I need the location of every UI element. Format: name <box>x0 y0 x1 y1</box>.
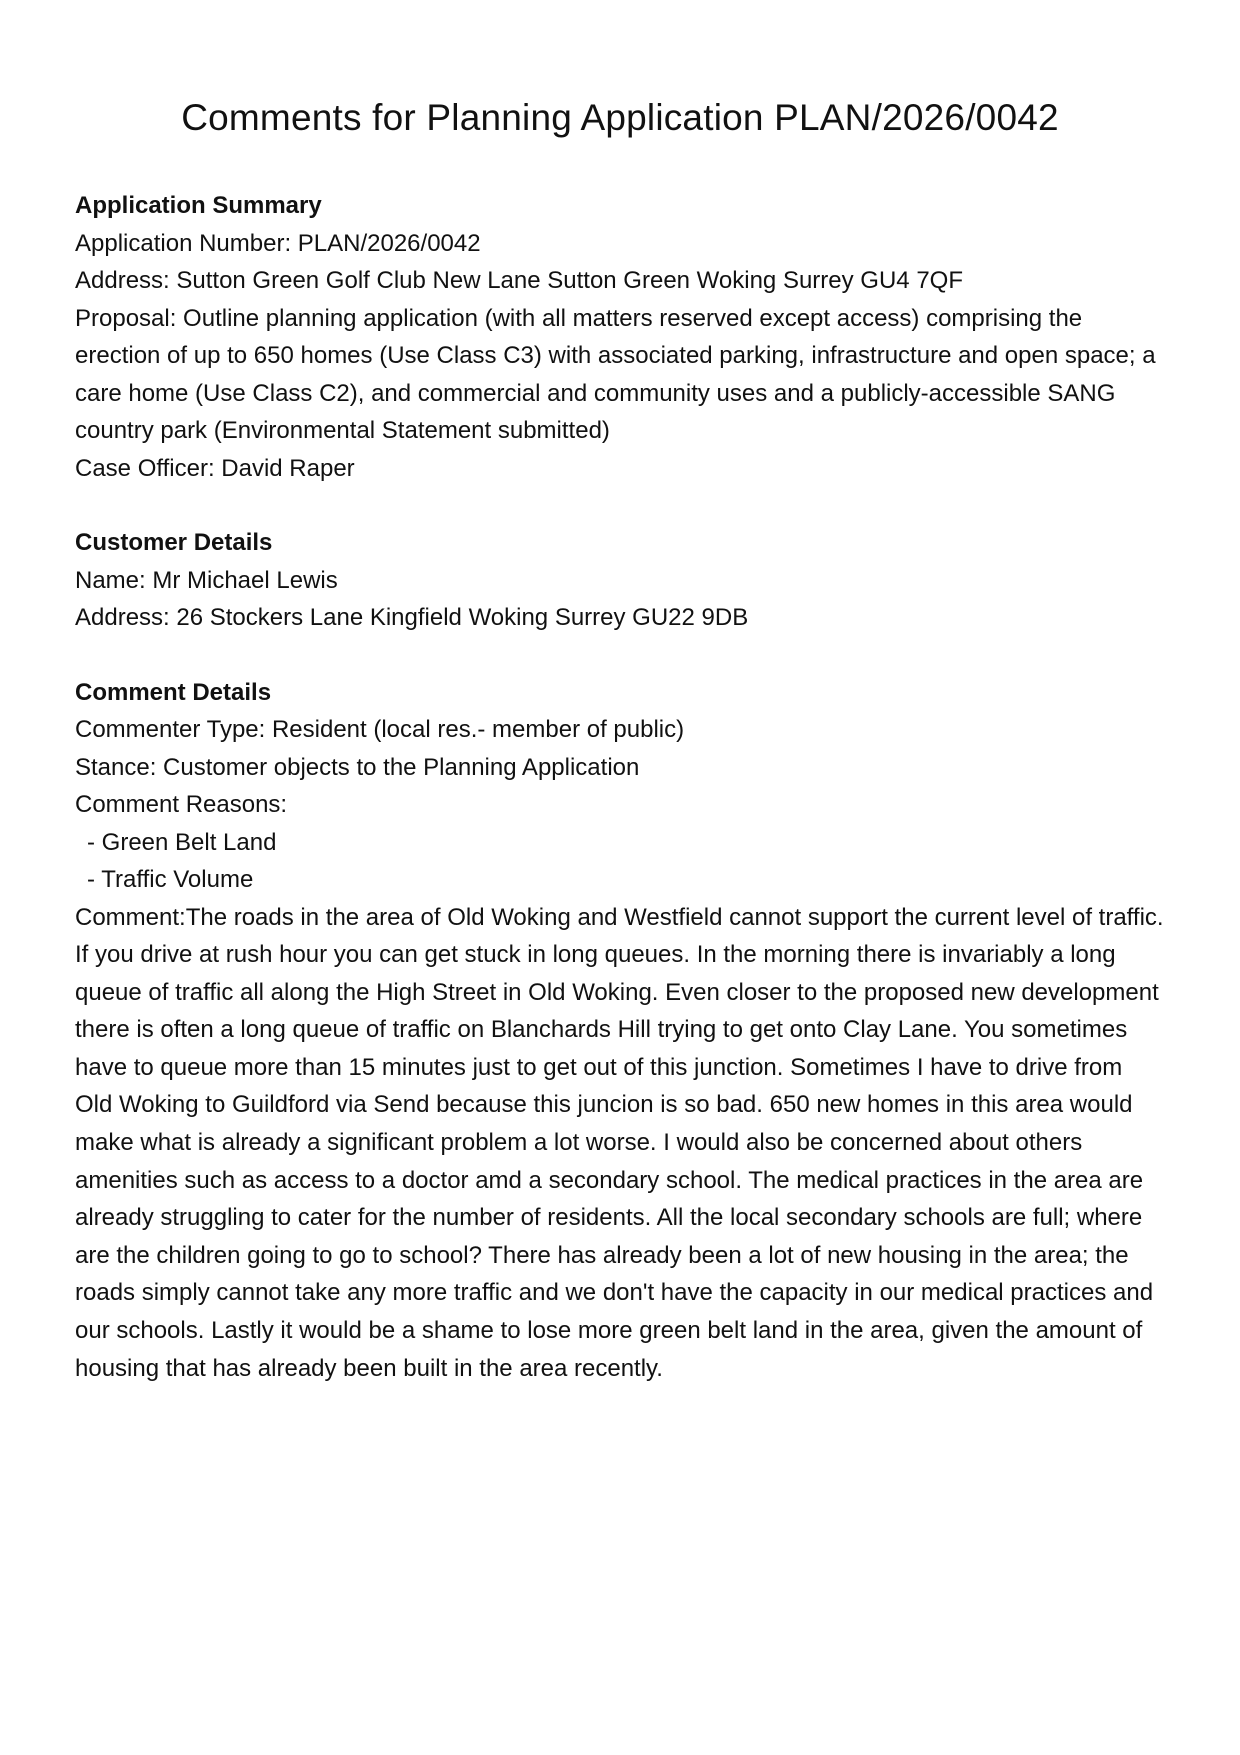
customer-details-heading: Customer Details <box>75 529 273 556</box>
application-address: Address: Sutton Green Golf Club New Lane Sutton Green Woking Surrey GU4 7QF <box>75 267 963 294</box>
comment-reason-item: - Traffic Volume <box>87 866 254 893</box>
application-proposal: Proposal: Outline planning application (with all matters reserved except access) comprising the erection of up to 650 homes (Use Class C3) with associated parking, infrastructure and open space; a care home (Use Class C2), and commercial and community uses and a publicly-accessible SANG country park (Environmental Statement submitted) <box>75 304 1156 444</box>
application-number: Application Number: PLAN/2026/0042 <box>75 229 481 257</box>
comment-reasons-label: Comment Reasons: <box>75 791 288 818</box>
case-officer: Case Officer: David Raper <box>75 454 355 482</box>
application-summary-heading: Application Summary <box>75 192 322 219</box>
comment-details-section <box>75 674 1165 1388</box>
customer-address: Address: 26 Stockers Lane Kingfield Woking Surrey GU22 9DB <box>75 604 749 631</box>
comment-reason-item: - Green Belt Land <box>87 828 277 856</box>
comment-text: Comment:The roads in the area of Old Woking and Westfield cannot support the current level of traffic. If you drive at rush hour you can get stuck in long queues. In the morning there is invariably a long queue of traffic all along the High Street in Old Woking. Even closer to the proposed new development there is often a long queue of traffic on Blanchards Hill trying to get onto Clay Lane. You sometimes have to queue more than 15 minutes just to get out of this junction. Sometimes I have to drive from Old Woking to Guildford via Send because this juncion is so bad. 650 new homes in this area would make what is already a significant problem a lot worse. I would also be concerned about others amenities such as access to a doctor amd a secondary school. The medical practices in the area are already struggling to cater for the number of residents. All the local secondary schools are full; where are the children going to go to school? There has already been a lot of new housing in the area; the roads simply cannot take any more traffic and we don't have the capacity in our medical practices and our schools. Lastly it would be a shame to lose more green belt land in the area, given the amount of housing that has already been built in the area recently. <box>75 903 1164 1382</box>
commenter-type: Commenter Type: Resident (local res.- member of public) <box>75 716 685 743</box>
comment-details-heading: Comment Details <box>75 678 272 706</box>
application-summary-section <box>75 187 1165 487</box>
customer-details-section <box>75 524 1165 637</box>
stance: Stance: Customer objects to the Planning Application <box>75 753 640 781</box>
customer-name: Name: Mr Michael Lewis <box>75 566 338 594</box>
page-title: Comments for Planning Application PLAN/2026/0042 <box>181 97 1059 138</box>
